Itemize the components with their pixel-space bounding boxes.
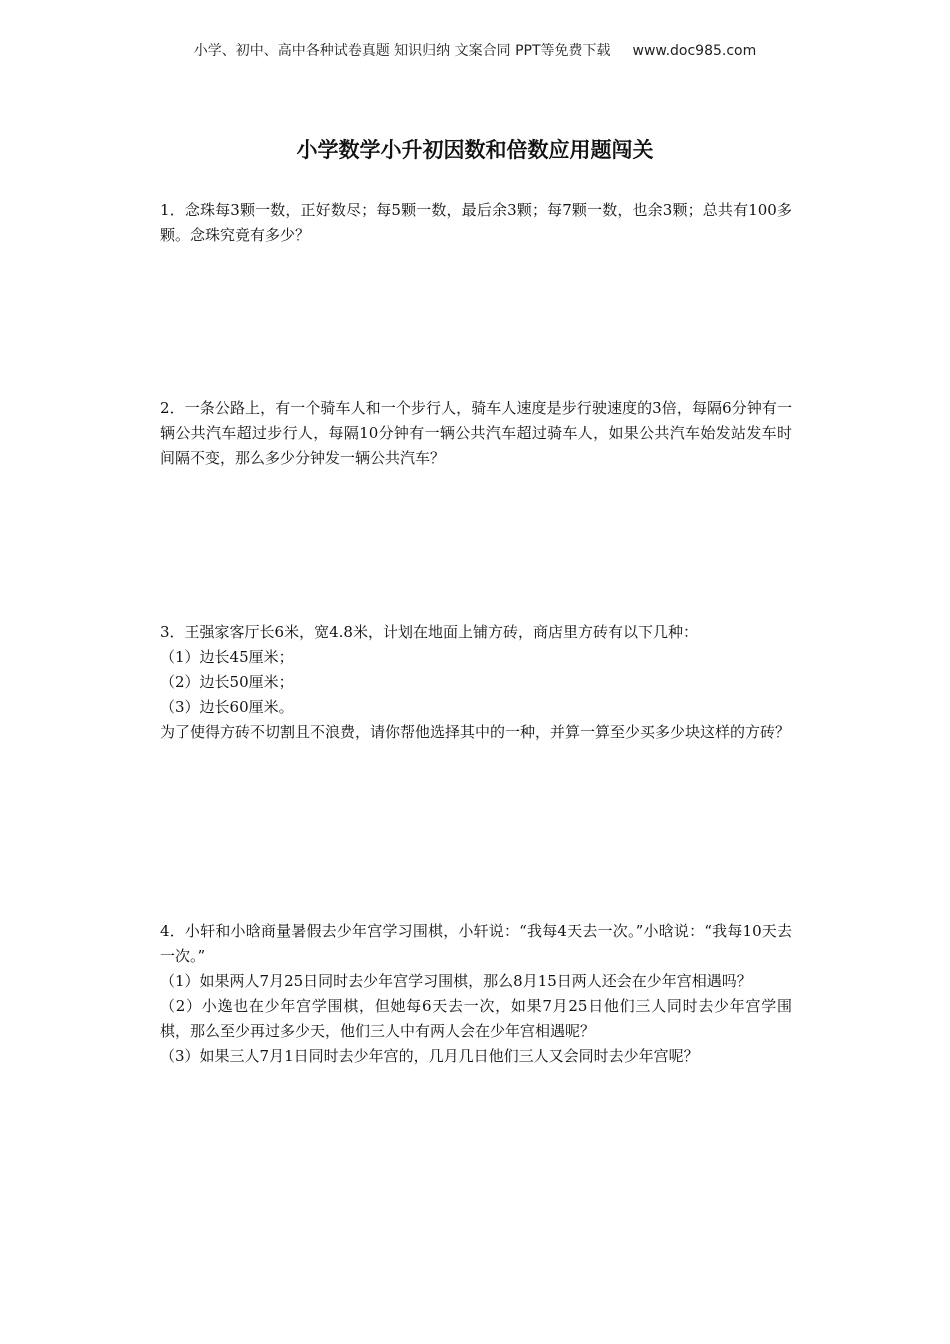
page-header [0, 40, 950, 60]
question-4-line-1: 4．小轩和小晗商量暑假去少年宫学习围棋，小轩说：“我每4天去一次。”小晗说：“我每10天去一次。” [160, 922, 792, 965]
question-1-line-1: 1．念珠每3颗一数，正好数尽；每5颗一数，最后余3颗；每7颗一数，也余3颗；总共有100多颗。念珠究竟有多少？ [160, 201, 792, 244]
question-2 [160, 396, 792, 471]
question-3-line-5: 为了使得方砖不切割且不浪费，请你帮他选择其中的一种，并算一算至少买多少块这样的方砖？ [160, 723, 791, 741]
question-4-part-2: （2）小逸也在少年宫学围棋，但她每6天去一次，如果7月25日他们三人同时去少年宫学围棋，那么至少再过多少天，他们三人中有两人会在少年宫相遇呢？ [160, 997, 792, 1040]
question-3-option-1: （1）边长45厘米； [160, 648, 294, 666]
question-4 [160, 919, 792, 1069]
header-site-link[interactable]: www.doc985.com [632, 43, 757, 59]
question-2-line-1: 2．一条公路上，有一个骑车人和一个步行人，骑车人速度是步行驶速度的3倍，每隔6分钟有一辆公共汽车超过步行人，每隔10分钟有一辆公共汽车超过骑车人，如果公共汽车始发站发车时间隔不变，那么多少分钟发一辆公共汽车？ [160, 399, 792, 467]
page-title: 小学数学小升初因数和倍数应用题闯关 [296, 138, 654, 162]
header-text: 小学、初中、高中各种试卷真题 知识归纳 文案合同 PPT等免费下载 [193, 43, 611, 59]
question-3-option-3: （3）边长60厘米。 [160, 698, 294, 716]
question-4-part-3: （3）如果三人7月1日同时去少年宫的，几月几日他们三人又会同时去少年宫呢？ [160, 1047, 699, 1065]
question-3 [160, 620, 792, 745]
question-3-line-1: 3．王强家客厅长6米，宽4.8米，计划在地面上铺方砖，商店里方砖有以下几种： [160, 623, 698, 641]
question-1 [160, 198, 792, 248]
question-4-part-1: （1）如果两人7月25日同时去少年宫学习围棋，那么8月15日两人还会在少年宫相遇吗？ [160, 972, 752, 990]
question-3-option-2: （2）边长50厘米； [160, 673, 294, 691]
